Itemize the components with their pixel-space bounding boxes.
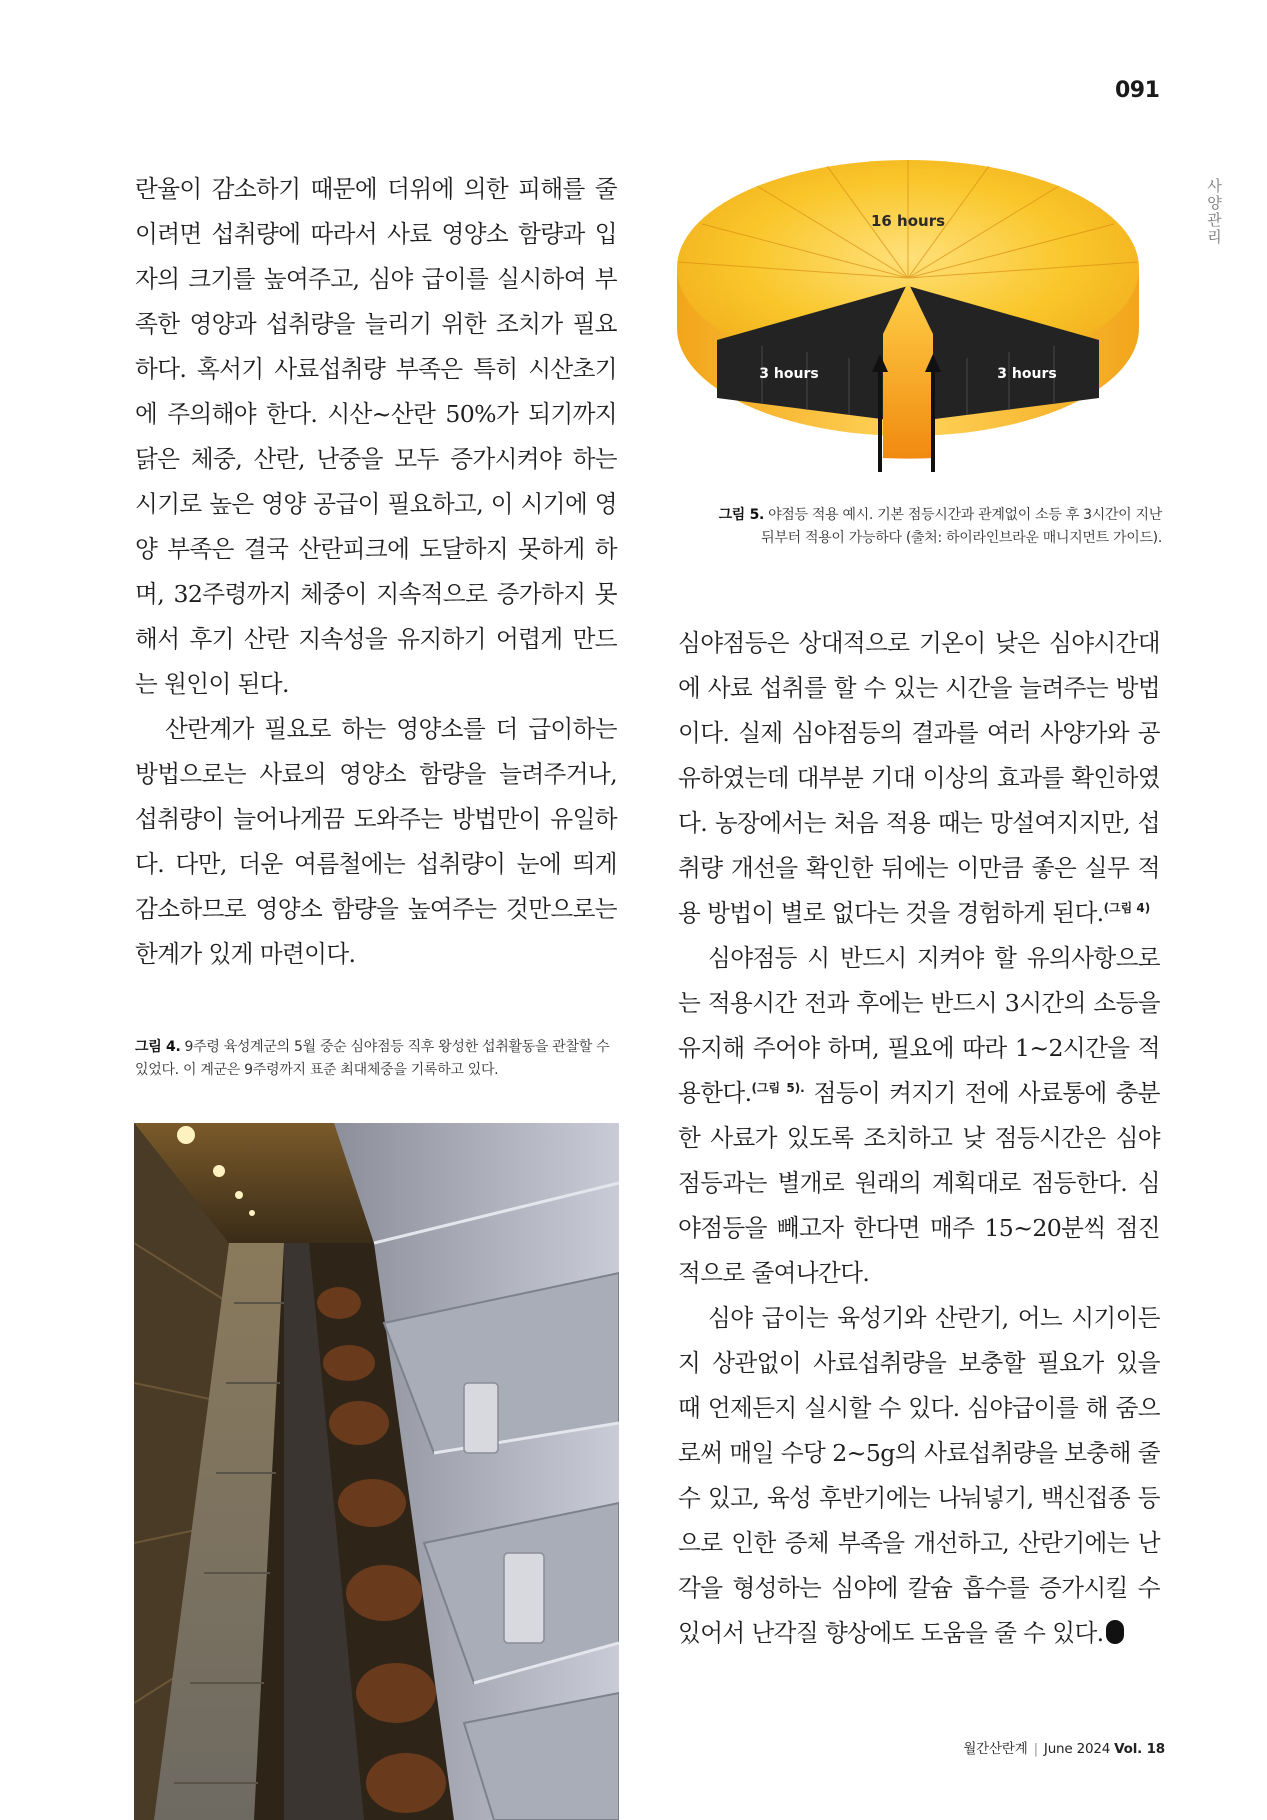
night-lighting-diagram	[677, 158, 1139, 490]
issue-date: June 2024	[1043, 1741, 1111, 1757]
left-paragraph-2: 산란계가 필요로 하는 영양소를 더 급이하는 방법으로는 사료의 영양소 함량을 늘려주거나, 섭취량이 늘어나게끔 도와주는 방법만이 유일하다. 다만, 더운 여름철에는 섭취량이 눈에 띄게 감소하므로 영양소 함량을 높여주는 것만으로는 한계가 있게 마련이다.	[135, 715, 617, 968]
section-tab: 사양관리	[1205, 178, 1223, 246]
right-paragraph-2-text-a: 심야점등 시 반드시 지켜야 할 유의사항으로는 적용시간 전과 후에는 반드시 3시간의 소등을 유지해 주어야 하며, 필요에 따라 1~2시간을 적용한다.	[678, 944, 1160, 1107]
right-paragraph-1-text: 심야점등은 상대적으로 기온이 낮은 심야시간대에 사료 섭취를 할 수 있는 시간을 늘려주는 방법이다. 실제 심야점등의 결과를 여러 사양가와 공유하였는데 대부분 기대 이상의 효과를 확인하였다. 농장에서는 처음 적용 때는 망설여지지만, 섭취량 개선을 확인한 뒤에는 이만큼 좋은 실무 적용 방법이 별로 없다는 것을 경험하게 된다.	[678, 629, 1160, 927]
label-16-hours: 16 hours	[870, 212, 946, 230]
figure-5-label: 그림 5.	[718, 507, 765, 523]
right-paragraph-2	[678, 936, 1160, 1296]
volume-number: Vol. 18	[1114, 1741, 1165, 1757]
figure-5-reference: (그림 5).	[751, 1081, 805, 1096]
right-paragraph-2-text-b: 점등이 켜지기 전에 사료통에 충분한 사료가 있도록 조치하고 낮 점등시간은 심야점등과는 별개로 원래의 계획대로 점등한다. 심야점등을 빼고자 한다면 매주 15~20분씩 점진적으로 줄여나간다.	[678, 1079, 1160, 1287]
left-paragraph-1: 란율이 감소하기 때문에 더위에 의한 피해를 줄이려면 섭취량에 따라서 사료 영양소 함량과 입자의 크기를 높여주고, 심야 급이를 실시하여 부족한 영양과 섭취량을 늘리기 위한 조치가 필요하다. 혹서기 사료섭취량 부족은 특히 시산초기에 주의해야 한다. 시산~산란 50%가 되기까지 닭은 체중, 산란, 난중을 모두 증가시켜야 하는 시기로 높은 영양 공급이 필요하고, 이 시기에 영양 부족은 결국 산란피크에 도달하지 못하게 하며, 32주령까지 체중이 지속적으로 증가하지 못해서 후기 산란 지속성을 유지하기 어렵게 만드는 원인이 된다.	[135, 175, 617, 698]
figure-4-label: 그림 4.	[135, 1039, 181, 1055]
figure-4-caption	[135, 1036, 620, 1082]
left-text-column	[135, 167, 617, 977]
article-end-icon	[1106, 1620, 1124, 1644]
right-paragraph-3	[678, 1296, 1160, 1656]
magazine-name: 월간산란계	[963, 1741, 1028, 1757]
figure-4-reference: (그림 4)	[1103, 901, 1151, 916]
right-paragraph-3-text: 심야 급이는 육성기와 산란기, 어느 시기이든지 상관없이 사료섭취량을 보충할 필요가 있을 때 언제든지 실시할 수 있다. 심야급이를 해 줌으로써 매일 수당 2~5g의 사료섭취량을 보충해 줄 수 있고, 육성 후반기에는 나눠넣기, 백신접종 등으로 인한 증체 부족을 개선하고, 산란기에는 난각을 형성하는 심야에 칼슘 흡수를 증가시킬 수 있어서 난각질 향상에도 도움을 줄 수 있다.	[678, 1304, 1160, 1647]
figure-5-caption-line2: 뒤부터 적용이 가능하다 (출처: 하이라인브라운 매니지먼트 가이드).	[761, 530, 1162, 546]
right-text-column	[678, 621, 1160, 1656]
figure-5-caption	[677, 504, 1162, 550]
figure-4-caption-text: 9주령 육성계군의 5월 중순 심야점등 직후 왕성한 섭취활동을 관찰할 수 있었다. 이 계군은 9주령까지 표준 최대체중을 기록하고 있다.	[135, 1039, 610, 1078]
label-3-hours-right: 3 hours	[997, 366, 1057, 382]
right-paragraph-1	[678, 621, 1160, 936]
label-3-hours-left: 3 hours	[759, 366, 819, 382]
page-number: 091	[1115, 78, 1160, 103]
figure-5-caption-line1: 야점등 적용 예시. 기본 점등시간과 관계없이 소등 후 3시간이 지난	[768, 507, 1162, 523]
page-footer: 월간산란계 | June 2024 Vol. 18	[963, 1741, 1165, 1757]
poultry-house-photo	[134, 1123, 619, 1820]
